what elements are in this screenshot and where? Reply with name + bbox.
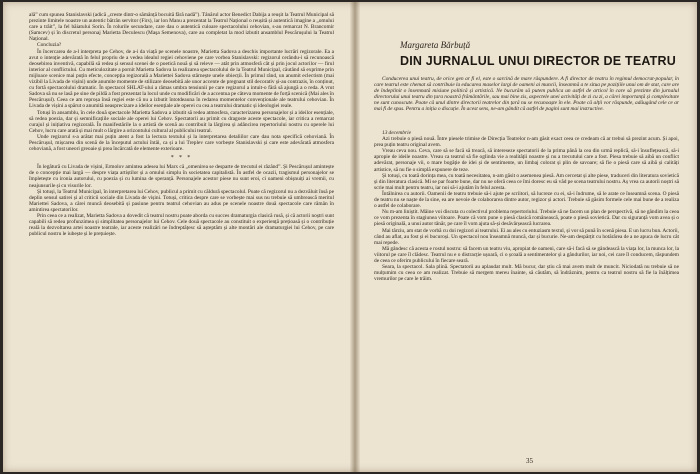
left-paragraph: Și totuși, la Teatrul Municipal, în interpretarea lui Cehov, publicul a primit cu căldură spectacolul. Poate că regizorul nu a dezvăluit însă pe deplin sensul satirei și al criticii sociale din Livada de vișini. Totuși, critica despre care se vorbește mai sus nu trebuie să umbrească meritul Mariettei Sadova, a cărei muncă deosebită și pasiune pentru teatrul cehovian au adus pe scenele noastre două spectacole care rămân în amintirea spectatorilor.: [29, 188, 334, 213]
left-paragraph: Prin ceea ce a realizat, Marietta Sadova a dovedit că teatrul nostru poate aborda cu succes dramaturgia clasică rusă, și că actorii noștri sunt capabili să redea profunzimea și simplitatea personajelor lui Cehov. Cele două spectacole au constituit o experiență prețioasă și o contribuție reală la dezvoltarea artei noastre teatrale, iar aceste realizări ne îndreptățesc să așteptăm și alte montări ale dramaturgiei lui Cehov, pe care publicul nostru le iubește și le prețuiește.: [29, 213, 334, 238]
body-paragraph: Întâlnirea cu autorii. Oamenii de teatru trebuie să-i ajute pe scriitori, să lucreze cu ei, să-i îndrume, să le arate ce înseamnă scena. O piesă de teatru nu se naște de la sine, ea are nevoie de colaborarea dintre autor, regizor și actori. Trebuie să găsim formele cele mai bune de a realiza o astfel de colaborare.: [374, 190, 679, 210]
left-paragraph: Unde regizorul s-a arătat mai puțin atent a fost la lectura textului și la interpretarea detaliilor care dau nota specifică cehoviană. În Pescărușul, mișcarea din scenă de la începutul actului întâi, ca și a lui Treplev care vorbește Stanislavski și care este adevărată atmosfera cehoviană, a fost uneori greoaie și prea încărcată de elemente exterioare.: [29, 133, 334, 153]
left-page: [3, 2, 350, 472]
article-title: DIN JURNALUL UNUI DIRECTOR DE TEATRU: [400, 54, 676, 68]
left-paragraph: Totuși în ansamblu, în cele două spectacole Marietta Sadova a izbutit să redea atmosfera, caracterizarea personajelor și a ideilor esențiale, să redea poezia, dar și semnificațiile sociale ale operei lui Cehov. Spectatorii au primit cu dragoste aceste spectacole, iar critica a remarcat curajul și inițiativa regizorală. În manifestările la o artistă de scenă au contribuit la lărgirea și adâncirea repertoriului nostru cu operele lui Cehov, lucru care arată și mai mult o lărgire a orizontului cultural al publicului teatral.: [29, 109, 334, 134]
body-paragraph: Nu m-am liniștit. Mâine voi discuta cu colectivul problema repertoriului. Trebuie să ne facem un plan de perspectivă, să ne gândim la ceea ce vom prezenta în stagiunea viitoare. Poate că vom pune o piesă clasică românească, poate o piesă sovietică. Dar cu siguranță vom avea și o piesă originală, a unui autor tânăr, pe care îl vom ajuta să-și desăvârșească lucrarea.: [374, 209, 679, 228]
journal-date: 13 decembrie: [382, 130, 411, 136]
body-paragraph: Azi trebuie o piesă nouă. Între piesele trimise de Direcția Teatrelor n-am găsit exact ceea ce credeam că ar trebui să prezint acum. Și apoi, prea puțin teatru original avem.: [374, 136, 679, 149]
left-paragraph: În încercarea de a-l interpreta pe Cehov, de a-i da viață pe scenele noastre, Marietta Sadova a deschis importante lucrări regizorale. Ea a avut o intenție adevărată în felul propriu de a vedea idealul regiei cehoviene pe care vorbea Stanislavski: regizorul cerându-i să recunoască deosebirea inventivă, capabilă să redea și sensul scenei de o poetică nouă și să releve — atât prin atmosferă cât și prin jocul actorilor — firul interior al conflictului. Cu meticulozitate a pornit Marietta Sadova la realizarea spectacolului de la Teatrul Municipal, căutând să exprime prin mijloace scenice mai puțin efecte, concepția regizorală a Mariettei Sadova stârnește unele obiecții. În primul rând, un anumit eclectism (mai vizibil la Livada de vișini) unde anumite momente de stilizare deosebită ale unor accente de pregnant stil decorativ și-au contrazis, în conținut, cu fortă spectacolului dramatic. În spectacol SHLAT-ului a rămas umbra tensiunii pe care regizorul a intuit-o fără să ajungă a o reda. A vrut Sadova să nu se lasă pe sine de pildă a fost prezentat la locul unde cu modificări de a accentua pe câteva momente de forță scenică (Mai ales în Pescărușul). Ceea ce am reproșa însă regiei este că nu a izbutit întotdeauna în redarea momentelor convenționale ale teatrului cehovian. În Livada de vișini a spărut o anumită neasprecizare a ideilor esențiale ale operei cu cea a teatrului dramatic și ideologiei reale.: [29, 48, 334, 110]
body-paragraph: Mă gândesc că acesta e rostul nostru: să facem un teatru viu, apropiat de oameni, care să-i facă să se gândească la viața lor, la munca lor, la viitorul pe care îl clădesc. Teatrul nu e o distracție ușoară, ci o școală a sentimentelor și a gândurilor, iar noi, cei care îl conducem, răspundem de ceea ce oferim publicului în fiecare seară.: [374, 245, 679, 264]
section-divider: * * *: [170, 155, 193, 162]
left-paragraph: Concluzia?: [37, 42, 62, 49]
article-intro: [374, 76, 679, 113]
intro-paragraph: Conducerea unui teatru, de orice gen ar fi el, este o sarcină de mare răspundere. A fi director de teatru în regimul democrat-popular, în care teatrul este chemat să contribuie la educarea maselor largi de oameni ai muncii, înseamnă a te situa pe pozițiile unui om de stat, care are de îndeplinit o însemnată misiune politică și artistică. Ne bucurăm să putem publica un astfel de articol în care să prezinte din jurnalul directorului unui teatru din țara noastră frământările, sau mai bine zis, aspectele unei activități de zi cu zi, a cărei importanță și complexitate ne sunt cunoscute. Poate că unul dintre directorii teatrelor din țară nu se recunoaște în ele. Poate că alții vor răspunde, adăugând cele ce ar mai fi de spus. Pentru a iniția o discuție. În acest sens, ne-am gândit că astfel de pagini sunt mai instructive.: [374, 76, 679, 113]
body-paragraph: Seara, la spectacol. Sala plină. Spectatorii au aplaudat mult. Mă bucur, dar știu că mai avem mult de muncit. Niciodată nu trebuie să ne mulțumim cu ceea ce am realizat. Trebuie să mergem mereu înainte, să căutăm, să îndrăznim, pentru ca teatrul nostru să fie la înălțimea vremurilor pe care le trăim.: [374, 264, 679, 283]
left-page-text-column: [29, 12, 334, 237]
magazine-spread: [3, 2, 697, 472]
article-body: [374, 127, 679, 282]
left-paragraph: În legătură cu Livada de vișini, Ermolov amintea adesea lui Marx că „omenirea se desparte de trecutul ei râzând”. Și Pescărușul amintește de o concepție mai largă — despre viața artiștilor și a omului simplu în societatea capitalistă. În astfel de ocazii, tragismul personajelor se împletește cu ironia autorului, cu poezia și cu lumina de speranță. Personajele acestor piese nu sunt eroi, ci oameni obișnuiți ai vremii, cu neajunsurile și cu visurile lor.: [29, 164, 334, 189]
body-paragraph: Mai târziu, am stat de vorbă cu doi regizori ai teatrului. Ei au ales cu entuziasm textul, și vor să pună în scenă piesa. E un lucru bun. Actorii, când au aflat, au fost și ei bucuroși. Un spectacol nou înseamnă muncă, dar și bucurie. Ne-am despărțit cu hotărârea de a ne apuca de lucru cât mai repede.: [374, 227, 679, 246]
article-author: Margareta Bărbuță: [400, 40, 471, 50]
right-page: [360, 2, 697, 472]
left-paragraph: ală” cum spunea Stanislavski (adică „creste dintr-o sămânță bocuită fără nadă”). Tânărul actor Benedict Dabija a reușit la Teatrul Municipal să prezinte limitele noastre un autentic bătrân servitor (Firs), iar lon Manu a prezentat la Teatrul Național o reușită și autentică imagine a „omului care a trăit”, la fel băiatului Sorin. În rolurile secundare, care dau o autentică culoare spectacolului cehovian, s-au remarcat N. Brancomir (Samcev) și în discretul personaj Marietta Deculescu (Maşa Semenova), care au completat la mod izbutit ansamblul Pescărușului la Teatrul Național.: [29, 12, 334, 43]
book-gutter: [350, 2, 360, 472]
body-paragraph: Vreau ceva nou. Ceva, care să se facă să treacă, să intereseze spectatorii de la prima până la cea din urmă replică, să-i însuflețească, să-i apropie de ideile noastre. Vreau ca teatrul să fie oglinda vie a realității noastre și nu a trecutului care a fost. Piesa trebuie să aibă un conflict adevărat, personaje vii, o mare bogăție de idei și de sentimente, un limbaj colorat și plin de savoare; să fie o piesă care să aibă și calități artistice, să nu fie o simplă expunere de teze.: [374, 148, 679, 173]
body-paragraph: Și totuși, cu toată dorința mea, cu toată necesitatea, n-am găsit o asemenea piesă. Am cercetat și alte piese, traduceri din literatura sovietică și din literatura clasică. Mi se par foarte bune, dar nu ne oferă ceea ce îmi doresc eu să văd pe scena teatrului nostru. Aș vrea ca autorii noștri să scrie mai mult pentru teatru, iar noi să-i ajutăm în felul acesta.: [374, 172, 679, 191]
page-number: 35: [526, 457, 533, 465]
